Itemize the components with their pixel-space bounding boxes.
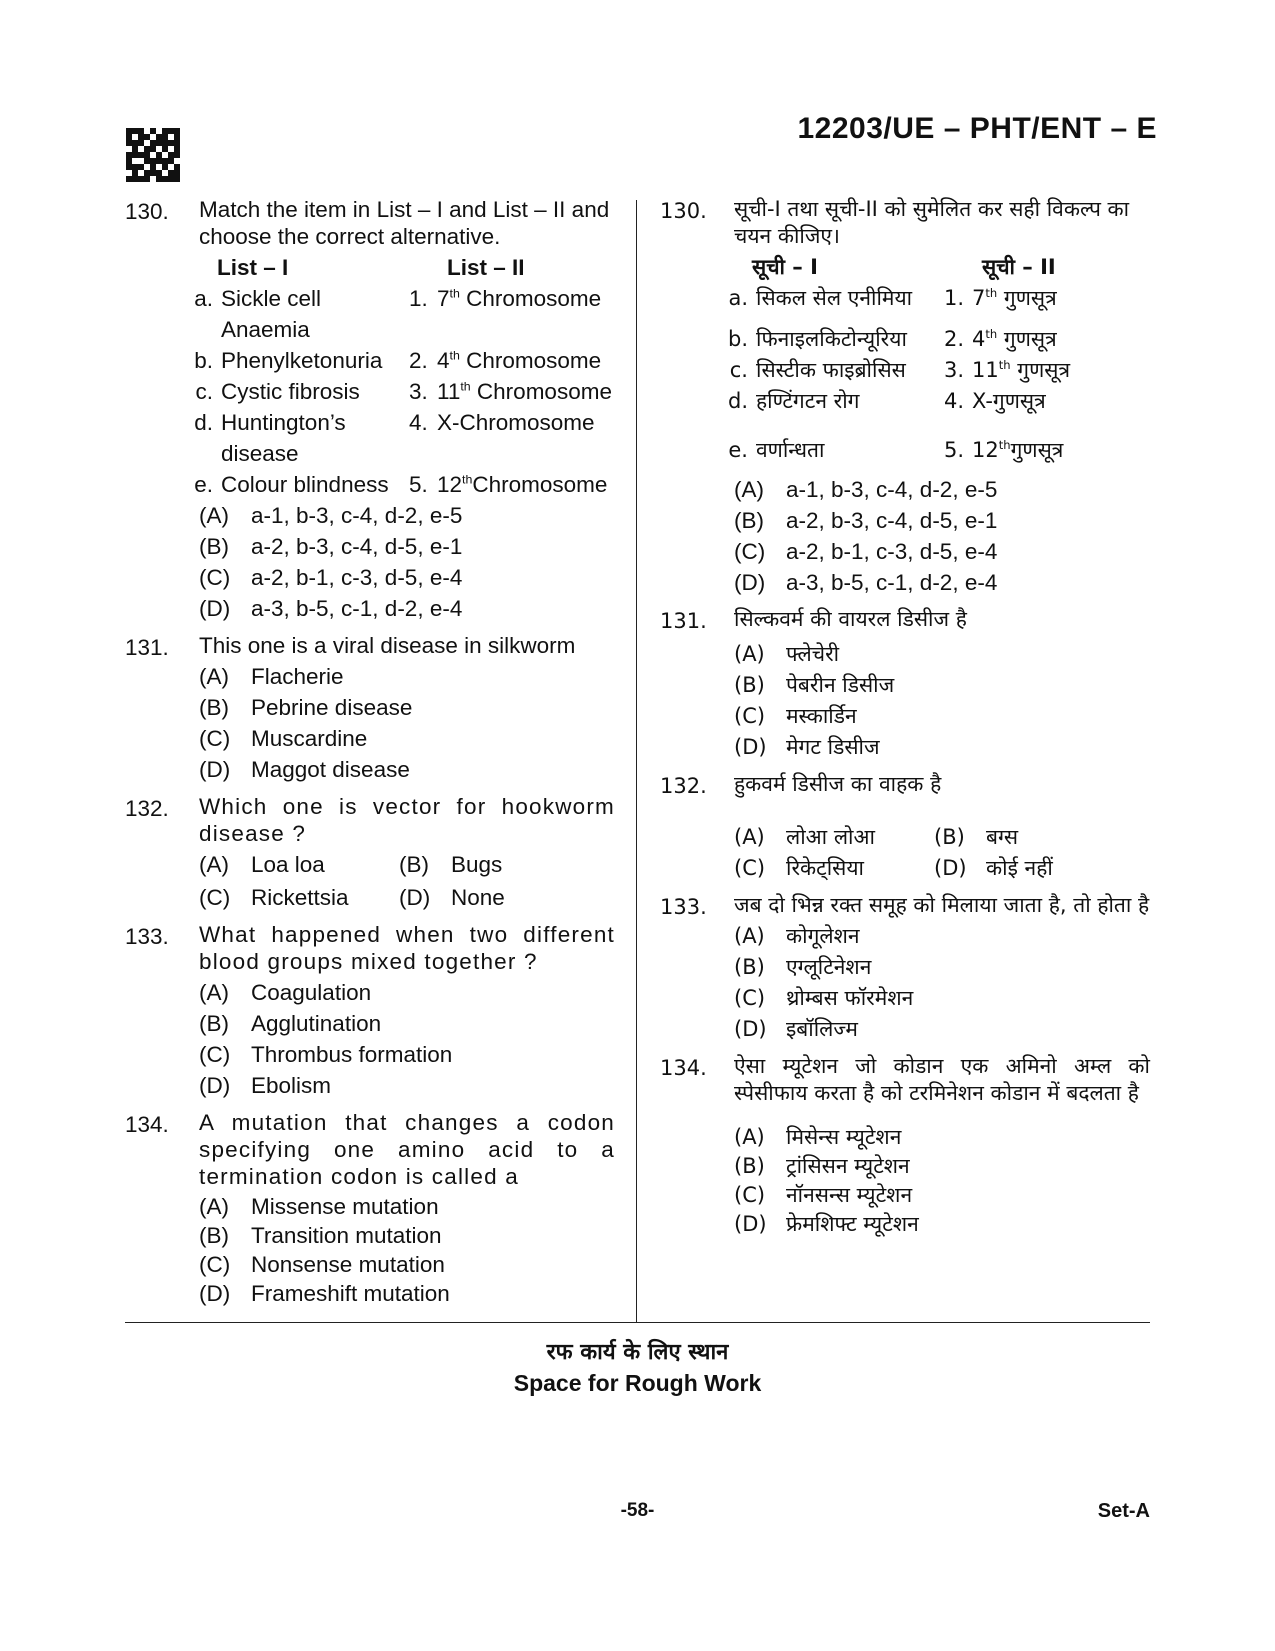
option-c: (C) नॉनसन्स म्यूटेशन [734,1183,913,1207]
row-value: 11th Chromosome [437,379,612,404]
option-d: (D) Frameshift mutation [199,1281,450,1306]
row-value: 7th गुणसूत्र [972,286,1057,310]
row-number: 4. [409,410,428,435]
row-item: सिस्टीक फाइब्रोसिस [756,358,906,382]
option-a: (A) Loa loa [199,852,325,877]
row-number: 1. [409,286,428,311]
option-c: (C) मस्कार्डिन [734,704,857,728]
question-134-hindi [660,1053,1150,1239]
row-letter: e. [194,472,213,497]
question-130 [125,196,615,624]
option-a: (A) Coagulation [199,980,372,1005]
question-stem: Which one is vector for hookworm disease ? [199,794,615,846]
list-2-header: सूची – II [982,255,1056,279]
option-d: (D) फ्रेमशिफ्ट म्यूटेशन [734,1212,919,1236]
match-row [194,407,615,469]
list-headers [199,252,615,283]
option-c: (C) a-2, b-1, c-3, d-5, e-4 [734,539,998,564]
question-130-hindi [660,196,1150,598]
row-letter: b. [194,348,213,373]
qr-code [126,128,180,182]
option-d: (D) कोई नहीं [934,856,1053,880]
question-stem: हुकवर्म डिसीज का वाहक है [734,772,942,796]
question-stem: What happened when two different blood groups mixed together ? [199,922,615,974]
question-132 [125,793,615,913]
row-letter: d. [194,410,213,435]
row-value: 4th Chromosome [437,348,602,373]
question-number: 133. [125,924,169,949]
option-a: (A) a-1, b-3, c-4, d-2, e-5 [199,503,463,528]
list-1-header: List – I [217,255,289,280]
row-letter: e. [728,438,748,462]
option-a: (A) कोगूलेशन [734,924,860,948]
match-row [727,324,1150,355]
option-row [199,849,615,880]
match-row [194,283,615,345]
option-b: (B) Pebrine disease [199,695,413,720]
row-letter: c. [729,358,748,382]
option-d: (D) None [399,885,505,910]
row-value: 11th गुणसूत्र [972,358,1071,382]
question-number: 134. [660,1056,707,1080]
row-value: 12thChromosome [437,472,608,497]
rough-work-label: Space for Rough Work [513,1370,762,1396]
question-133 [125,921,615,1101]
option-d: (D) a-3, b-5, c-1, d-2, e-4 [199,596,463,621]
option-b: (B) a-2, b-3, c-4, d-5, e-1 [734,508,998,533]
option-c: (C) Rickettsia [199,885,349,910]
rough-work-label-hindi: रफ कार्य के लिए स्थान [546,1340,729,1365]
row-item: Cystic fibrosis [221,379,360,404]
question-stem: A mutation that changes a codon specifying one amino acid to a termination codon is called a [199,1110,615,1189]
row-number: 3. [944,358,965,382]
option-b: (B) बग्स [934,825,1019,849]
question-131-hindi [660,606,1150,763]
question-number: 132. [125,796,169,821]
list-2-header: List – II [447,255,525,280]
question-stem: जब दो भिन्न रक्त समूह को मिलाया जाता है, तो होता है [734,893,1150,917]
question-stem: Match the item in List – I and List – II and choose the correct alternative. [199,197,610,249]
option-d: (D) Maggot disease [199,757,410,782]
option-b: (B) एग्लूटिनेशन [734,955,872,979]
row-number: 2. [944,327,965,351]
row-item: Sickle cell Anaemia [221,286,322,342]
row-value: 4th गुणसूत्र [972,327,1057,351]
match-row [729,355,1150,386]
option-c: (C) रिकेट्सिया [734,856,864,880]
paper-code: 12203/UE – PHT/ENT – E [797,112,1157,145]
row-item: फिनाइलकिटोन्यूरिया [756,327,907,351]
list-headers [734,252,1150,283]
question-number: 132. [660,774,707,798]
hindi-column [660,196,1150,1239]
row-item: वर्णान्धता [756,438,825,462]
question-stem: ऐसा म्यूटेशन जो कोडान एक अमिनो अम्ल को स्पेसीफाय करता है को टरमिनेशन कोडान में बदलता है [734,1054,1150,1105]
row-letter: c. [195,379,213,404]
match-row [194,345,615,376]
option-c: (C) Muscardine [199,726,368,751]
row-letter: a. [728,286,748,310]
option-d: (D) मेगट डिसीज [734,735,880,759]
row-value: X-गुणसूत्र [972,389,1046,413]
question-134 [125,1109,615,1308]
option-b: (B) ट्रांसिसन म्यूटेशन [734,1154,910,1178]
row-item: Colour blindness [221,472,389,497]
option-a: (A) Flacherie [199,664,344,689]
list-1-header: सूची – I [752,255,818,279]
option-row [734,822,1150,853]
option-d: (D) a-3, b-5, c-1, d-2, e-4 [734,570,998,595]
option-b: (B) Bugs [399,852,503,877]
row-number: 3. [409,379,428,404]
row-number: 5. [944,438,965,462]
row-value: 7th Chromosome [437,286,602,311]
match-row [728,283,1150,314]
row-value: 12thगुणसूत्र [972,438,1064,462]
match-row [728,435,1150,466]
question-number: 134. [125,1112,169,1137]
option-row [734,853,1150,884]
english-column [125,196,615,1308]
column-divider [636,200,637,1322]
question-stem: सूची-I तथा सूची-II को सुमेलित कर सही विकल्प का चयन कीजिए। [734,197,1130,248]
question-number: 130. [125,199,169,224]
row-value: X-Chromosome [437,410,595,435]
match-row [727,386,1150,417]
bottom-rule [125,1322,1150,1323]
row-letter: d. [727,389,748,413]
option-a: (A) Missense mutation [199,1194,439,1219]
set-label: Set-A [1097,1500,1150,1522]
question-stem: This one is a viral disease in silkworm [199,633,576,658]
option-d: (D) Ebolism [199,1073,332,1098]
question-number: 130. [660,199,707,223]
row-number: 1. [944,286,965,310]
row-letter: a. [194,286,213,311]
row-item: Huntington’s disease [221,410,346,466]
option-c: (C) a-2, b-1, c-3, d-5, e-4 [199,565,463,590]
row-item: सिकल सेल एनीमिया [756,286,913,310]
option-a: (A) लोआ लोआ [734,825,875,849]
option-b: (B) a-2, b-3, c-4, d-5, e-1 [199,534,463,559]
row-number: 5. [409,472,428,497]
option-b: (B) Agglutination [199,1011,382,1036]
question-number: 131. [660,609,707,633]
row-number: 4. [944,389,965,413]
row-item: Phenylketonuria [221,348,383,373]
option-a: (A) a-1, b-3, c-4, d-2, e-5 [734,477,998,502]
question-number: 133. [660,895,707,919]
question-131 [125,632,615,785]
row-item: हण्टिंगटन रोग [756,389,860,413]
option-a: (A) फ्लेचेरी [734,642,840,666]
question-number: 131. [125,635,169,660]
option-b: (B) Transition mutation [199,1223,442,1248]
row-number: 2. [409,348,428,373]
match-row [194,469,615,500]
option-b: (B) पेबरीन डिसीज [734,673,895,697]
question-133-hindi [660,892,1150,1045]
question-132-hindi [660,771,1150,884]
match-row [195,376,615,407]
option-a: (A) मिसेन्स म्यूटेशन [734,1125,902,1149]
option-c: (C) थ्रोम्बस फॉरमेशन [734,986,914,1010]
page-number: -58- [620,1500,655,1521]
option-d: (D) इबॉलिज्म [734,1017,858,1041]
option-c: (C) Nonsense mutation [199,1252,445,1277]
option-row [199,882,615,913]
option-c: (C) Thrombus formation [199,1042,453,1067]
row-letter: b. [727,327,748,351]
question-stem: सिल्कवर्म की वायरल डिसीज है [734,607,967,631]
